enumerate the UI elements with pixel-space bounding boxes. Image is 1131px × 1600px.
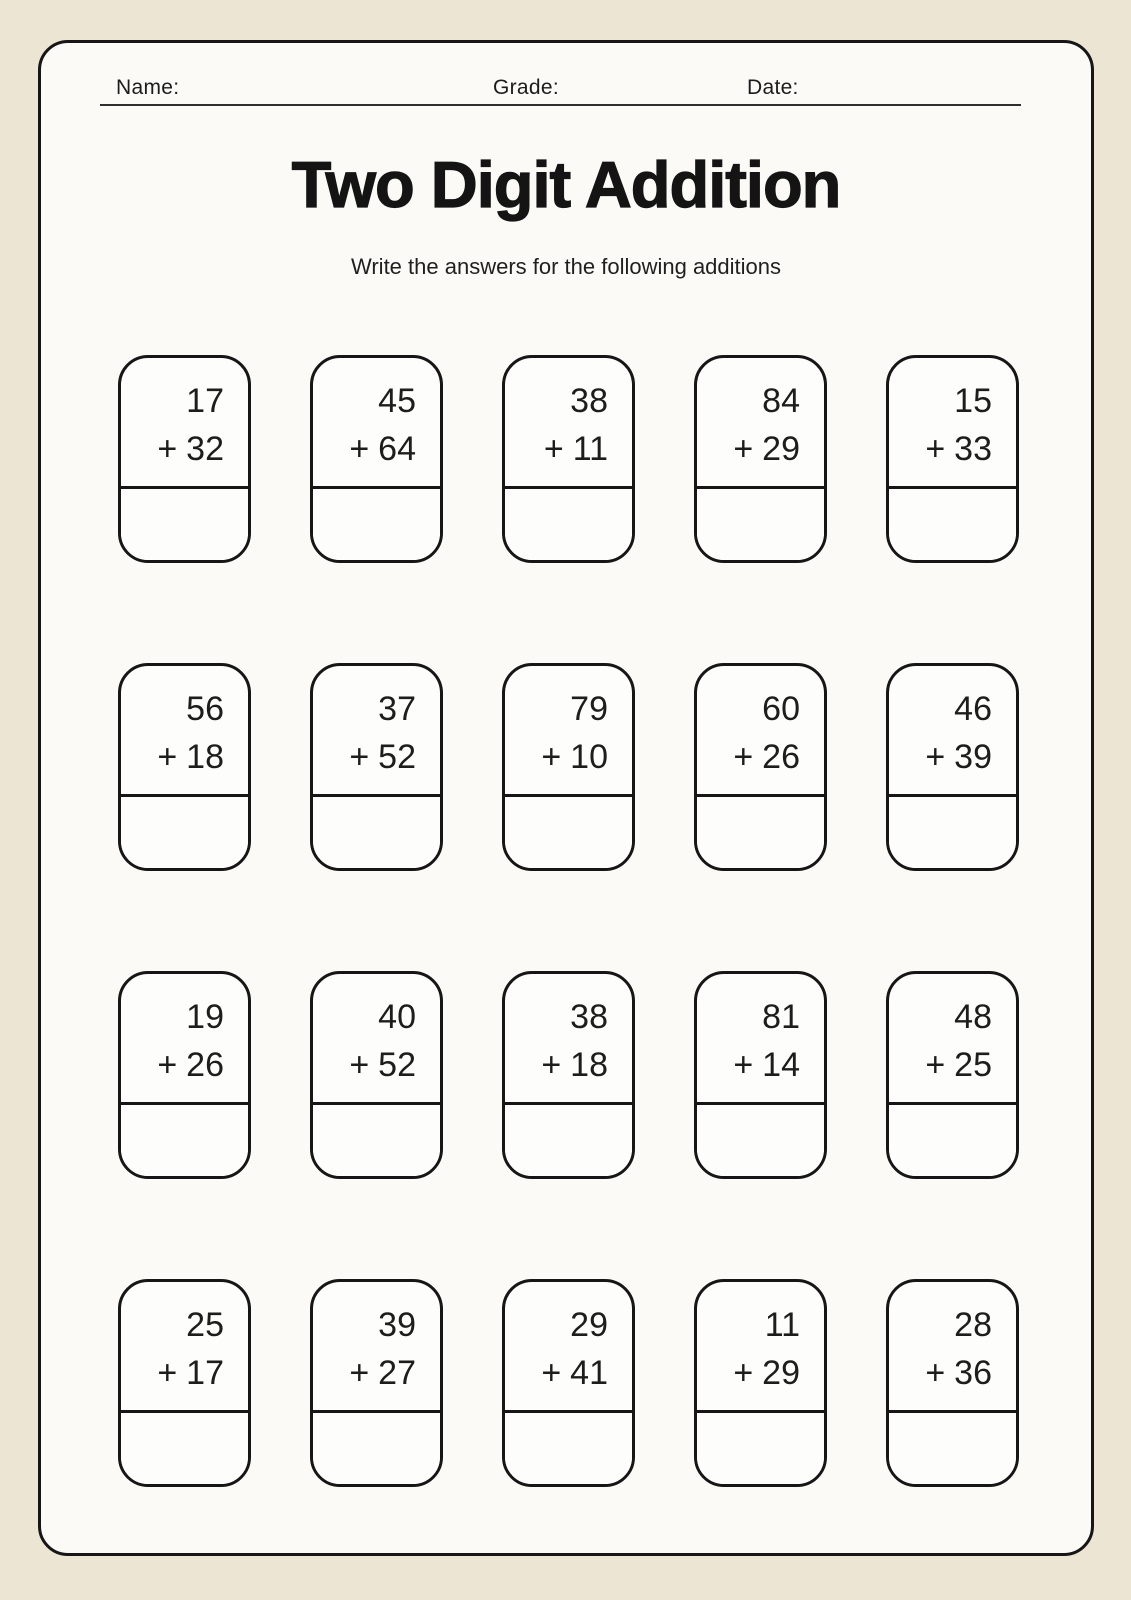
problems-grid [118,355,1019,1487]
answer-box[interactable] [505,1413,632,1484]
addition-problem-card [118,355,251,563]
plus-sign: + [349,1046,370,1084]
addition-problem-card [694,971,827,1179]
first-addend: 15 [954,381,992,420]
operands [697,666,824,794]
second-addend-row [541,1046,608,1084]
operands [121,1282,248,1410]
answer-box[interactable] [697,797,824,868]
name-label: Name: [116,76,180,99]
addition-problem-card [310,1279,443,1487]
plus-sign: + [543,430,564,468]
first-addend: 60 [762,689,800,728]
answer-box[interactable] [889,1105,1016,1176]
plus-sign: + [925,1046,946,1084]
plus-sign: + [541,738,562,776]
plus-sign: + [733,430,754,468]
operands [313,974,440,1102]
operands [121,358,248,486]
second-addend-row [541,738,608,776]
second-addend: 36 [954,1354,992,1392]
second-addend: 10 [570,738,608,776]
date-label: Date: [747,76,799,99]
addition-problem-card [118,971,251,1179]
answer-box[interactable] [121,1105,248,1176]
second-addend-row [157,1046,224,1084]
second-addend: 52 [378,738,416,776]
second-addend: 18 [186,738,224,776]
addition-problem-card [886,355,1019,563]
header-rule [100,104,1021,106]
first-addend: 28 [954,1305,992,1344]
first-addend: 39 [378,1305,416,1344]
first-addend: 11 [764,1305,800,1344]
answer-box[interactable] [889,797,1016,868]
operands [889,666,1016,794]
first-addend: 46 [954,689,992,728]
second-addend-row [733,430,800,468]
answer-box[interactable] [505,489,632,560]
second-addend: 14 [762,1046,800,1084]
second-addend: 32 [186,430,224,468]
first-addend: 25 [186,1305,224,1344]
answer-box[interactable] [505,1105,632,1176]
addition-problem-card [502,355,635,563]
answer-box[interactable] [313,1105,440,1176]
plus-sign: + [157,738,178,776]
first-addend: 38 [570,381,608,420]
second-addend-row [733,738,800,776]
second-addend-row [925,738,992,776]
second-addend-row [544,430,608,468]
operands [697,1282,824,1410]
addition-problem-card [118,663,251,871]
second-addend-row [157,430,224,468]
plus-sign: + [925,430,946,468]
operands [505,1282,632,1410]
second-addend: 11 [572,430,608,468]
plus-sign: + [157,1046,178,1084]
answer-box[interactable] [697,489,824,560]
first-addend: 29 [570,1305,608,1344]
answer-box[interactable] [505,797,632,868]
addition-problem-card [502,663,635,871]
plus-sign: + [733,738,754,776]
second-addend: 26 [186,1046,224,1084]
plus-sign: + [157,430,178,468]
operands [697,358,824,486]
addition-problem-card [886,1279,1019,1487]
operands [697,974,824,1102]
second-addend: 27 [378,1354,416,1392]
answer-box[interactable] [697,1105,824,1176]
page-title: Two Digit Addition [291,148,841,221]
operands [505,358,632,486]
addition-problem-card [118,1279,251,1487]
second-addend-row [349,430,416,468]
worksheet-sheet [38,40,1094,1556]
second-addend-row [925,1354,992,1392]
operands [505,974,632,1102]
second-addend-row [925,1046,992,1084]
second-addend-row [349,1046,416,1084]
first-addend: 38 [570,997,608,1036]
plus-sign: + [349,430,370,468]
second-addend-row [349,738,416,776]
second-addend-row [925,430,992,468]
operands [889,974,1016,1102]
second-addend: 64 [378,430,416,468]
answer-box[interactable] [121,489,248,560]
plus-sign: + [733,1354,754,1392]
addition-problem-card [694,1279,827,1487]
second-addend: 29 [762,430,800,468]
second-addend-row [541,1354,608,1392]
second-addend: 25 [954,1046,992,1084]
operands [889,1282,1016,1410]
first-addend: 84 [762,381,800,420]
operands [121,666,248,794]
second-addend: 39 [954,738,992,776]
plus-sign: + [541,1046,562,1084]
addition-problem-card [502,1279,635,1487]
plus-sign: + [925,1354,946,1392]
grade-label: Grade: [493,76,559,99]
first-addend: 37 [378,689,416,728]
addition-problem-card [310,355,443,563]
second-addend: 41 [570,1354,608,1392]
answer-box[interactable] [121,1413,248,1484]
answer-box[interactable] [313,489,440,560]
operands [889,358,1016,486]
answer-box[interactable] [889,489,1016,560]
addition-problem-card [502,971,635,1179]
first-addend: 81 [762,997,800,1036]
plus-sign: + [349,1354,370,1392]
plus-sign: + [541,1354,562,1392]
operands [313,358,440,486]
addition-problem-card [886,663,1019,871]
addition-problem-card [694,355,827,563]
second-addend: 29 [762,1354,800,1392]
answer-box[interactable] [313,797,440,868]
first-addend: 19 [186,997,224,1036]
second-addend: 52 [378,1046,416,1084]
first-addend: 45 [378,381,416,420]
answer-box[interactable] [697,1413,824,1484]
operands [313,1282,440,1410]
second-addend: 26 [762,738,800,776]
operands [121,974,248,1102]
first-addend: 48 [954,997,992,1036]
plus-sign: + [157,1354,178,1392]
second-addend: 18 [570,1046,608,1084]
first-addend: 56 [186,689,224,728]
page-subtitle: Write the answers for the following additions [350,254,782,279]
answer-box[interactable] [313,1413,440,1484]
first-addend: 79 [570,689,608,728]
second-addend-row [733,1046,800,1084]
operands [313,666,440,794]
second-addend-row [157,1354,224,1392]
first-addend: 40 [378,997,416,1036]
answer-box[interactable] [889,1413,1016,1484]
second-addend-row [349,1354,416,1392]
answer-box[interactable] [121,797,248,868]
first-addend: 17 [186,381,224,420]
second-addend: 17 [186,1354,224,1392]
second-addend: 33 [954,430,992,468]
addition-problem-card [694,663,827,871]
second-addend-row [157,738,224,776]
plus-sign: + [349,738,370,776]
second-addend-row [733,1354,800,1392]
addition-problem-card [310,663,443,871]
plus-sign: + [925,738,946,776]
addition-problem-card [886,971,1019,1179]
plus-sign: + [733,1046,754,1084]
operands [505,666,632,794]
addition-problem-card [310,971,443,1179]
